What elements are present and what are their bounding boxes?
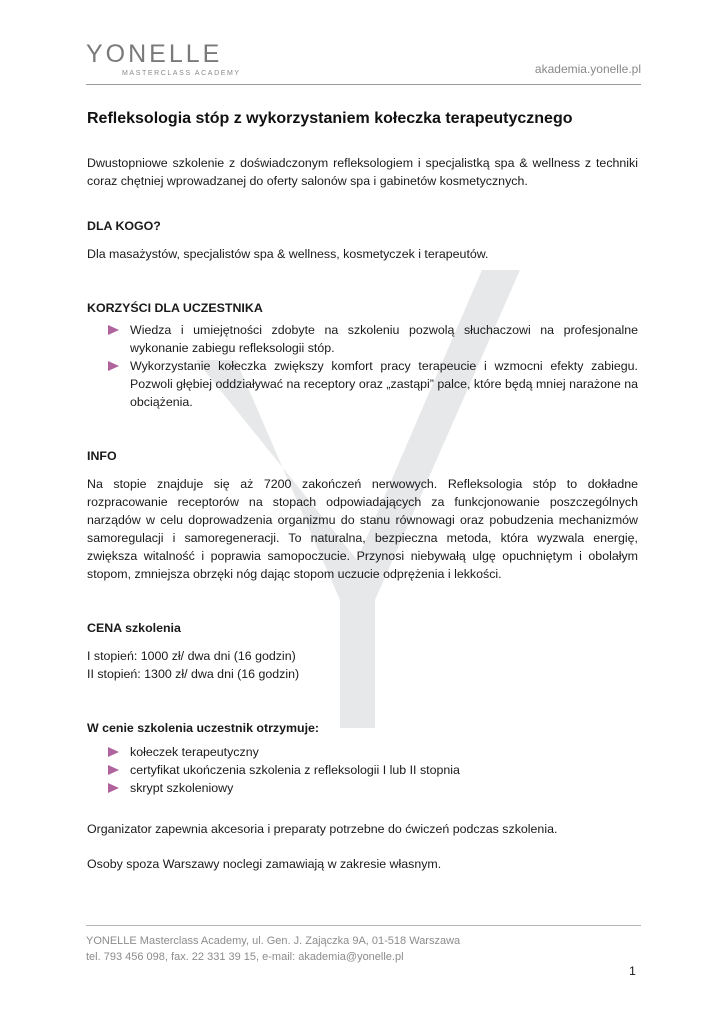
list-item [87, 357, 638, 411]
included-list [87, 743, 638, 797]
target-audience-text: Dla masażystów, specjalistów spa & wellness, kosmetyczek i terapeutów. [87, 247, 489, 261]
target-audience-heading: DLA KOGO? [87, 219, 161, 233]
header-divider [86, 84, 641, 85]
list-item [87, 761, 638, 779]
organizer-note: Organizator zapewnia akcesoria i preparaty potrzebne do ćwiczeń podczas szkolenia. [87, 822, 558, 836]
page-header [86, 40, 641, 86]
list-item [87, 743, 638, 761]
footer-address: YONELLE Masterclass Academy, ul. Gen. J. Zajączka 9A, 01-518 Warszawa [86, 935, 461, 947]
document-body [87, 108, 638, 873]
accommodation-note: Osoby spoza Warszawy noclegi zamawiają w zakresie własnym. [87, 857, 442, 871]
footer-contact: tel. 793 456 098, fax. 22 331 39 15, e-mail: akademia@yonelle.pl [86, 951, 404, 963]
info-section [87, 447, 638, 583]
benefit-text: Wykorzystanie kołeczka zwiększy komfort pracy terapeucie i wzmocni efekty zabiegu. Pozwoli głębiej oddziaływać na receptory oraz „zastąpi” palce, które będą mniej narażone na obciążenia. [130, 359, 638, 409]
page-footer [86, 933, 646, 965]
benefit-text: Wiedza i umiejętności zdobyte na szkoleniu pozwolą słuchaczowi na profesjonalne wykonanie zabiegu refleksologii stóp. [130, 323, 638, 355]
info-heading: INFO [87, 449, 117, 463]
triangle-bullet-icon [108, 361, 119, 371]
included-section [87, 719, 638, 797]
benefits-section [87, 299, 638, 411]
footer-divider [86, 925, 641, 926]
triangle-bullet-icon [108, 325, 119, 335]
included-item-text: kołeczek terapeutyczny [130, 745, 259, 759]
triangle-bullet-icon [108, 783, 119, 793]
info-paragraph: Na stopie znajduje się aż 7200 zakończeń nerwowych. Refleksologia stóp to dokładne rozpracowanie receptorów na stopach odpowiadających za funkcjonowanie poszczególnych narządów w celu doprowadzenia organizmu do stanu równowagi oraz pobudzenia mechanizmów samoregulacji i samoregeneracji. To naturalna, bezpieczna metoda, która wyzwala energię, zwiększa witalność i poprawia samopoczucie. Przynosi niebywałą ulgę opuchniętym i obolałym stopom, zmniejsza obrzęki nóg dając stopom uczucie odprężenia i lekkości. [87, 477, 638, 581]
benefits-heading: KORZYŚCI DLA UCZESTNIKA [87, 301, 263, 315]
intro-paragraph: Dwustopniowe szkolenie z doświadczonym refleksologiem i specjalistką spa & wellness z techniki coraz chętniej wprowadzanej do oferty salonów spa i gabinetów kosmetycznych. [87, 156, 638, 188]
price-level-2: II stopień: 1300 zł/ dwa dni (16 godzin) [87, 667, 300, 681]
price-section [87, 619, 638, 683]
included-item-text: skrypt szkoleniowy [130, 781, 234, 795]
logo-wordmark: YONELLE [86, 40, 223, 68]
intro-section [87, 154, 638, 190]
logo-tagline: MASTERCLASS ACADEMY [122, 70, 241, 77]
target-audience-section [87, 217, 638, 263]
triangle-bullet-icon [108, 765, 119, 775]
triangle-bullet-icon [108, 747, 119, 757]
included-item-text: certyfikat ukończenia szkolenia z refleksologii I lub II stopnia [130, 763, 460, 777]
benefits-list [87, 321, 638, 411]
price-heading: CENA szkolenia [87, 621, 181, 635]
included-heading: W cenie szkolenia uczestnik otrzymuje: [87, 721, 320, 735]
document-title: Refleksologia stóp z wykorzystaniem kołeczka terapeutycznego [87, 110, 573, 127]
list-item [87, 779, 638, 797]
website-link[interactable]: akademia.yonelle.pl [534, 62, 641, 76]
price-list [87, 647, 638, 683]
page-number: 1 [629, 964, 636, 978]
price-level-1: I stopień: 1000 zł/ dwa dni (16 godzin) [87, 649, 296, 663]
list-item [87, 321, 638, 357]
